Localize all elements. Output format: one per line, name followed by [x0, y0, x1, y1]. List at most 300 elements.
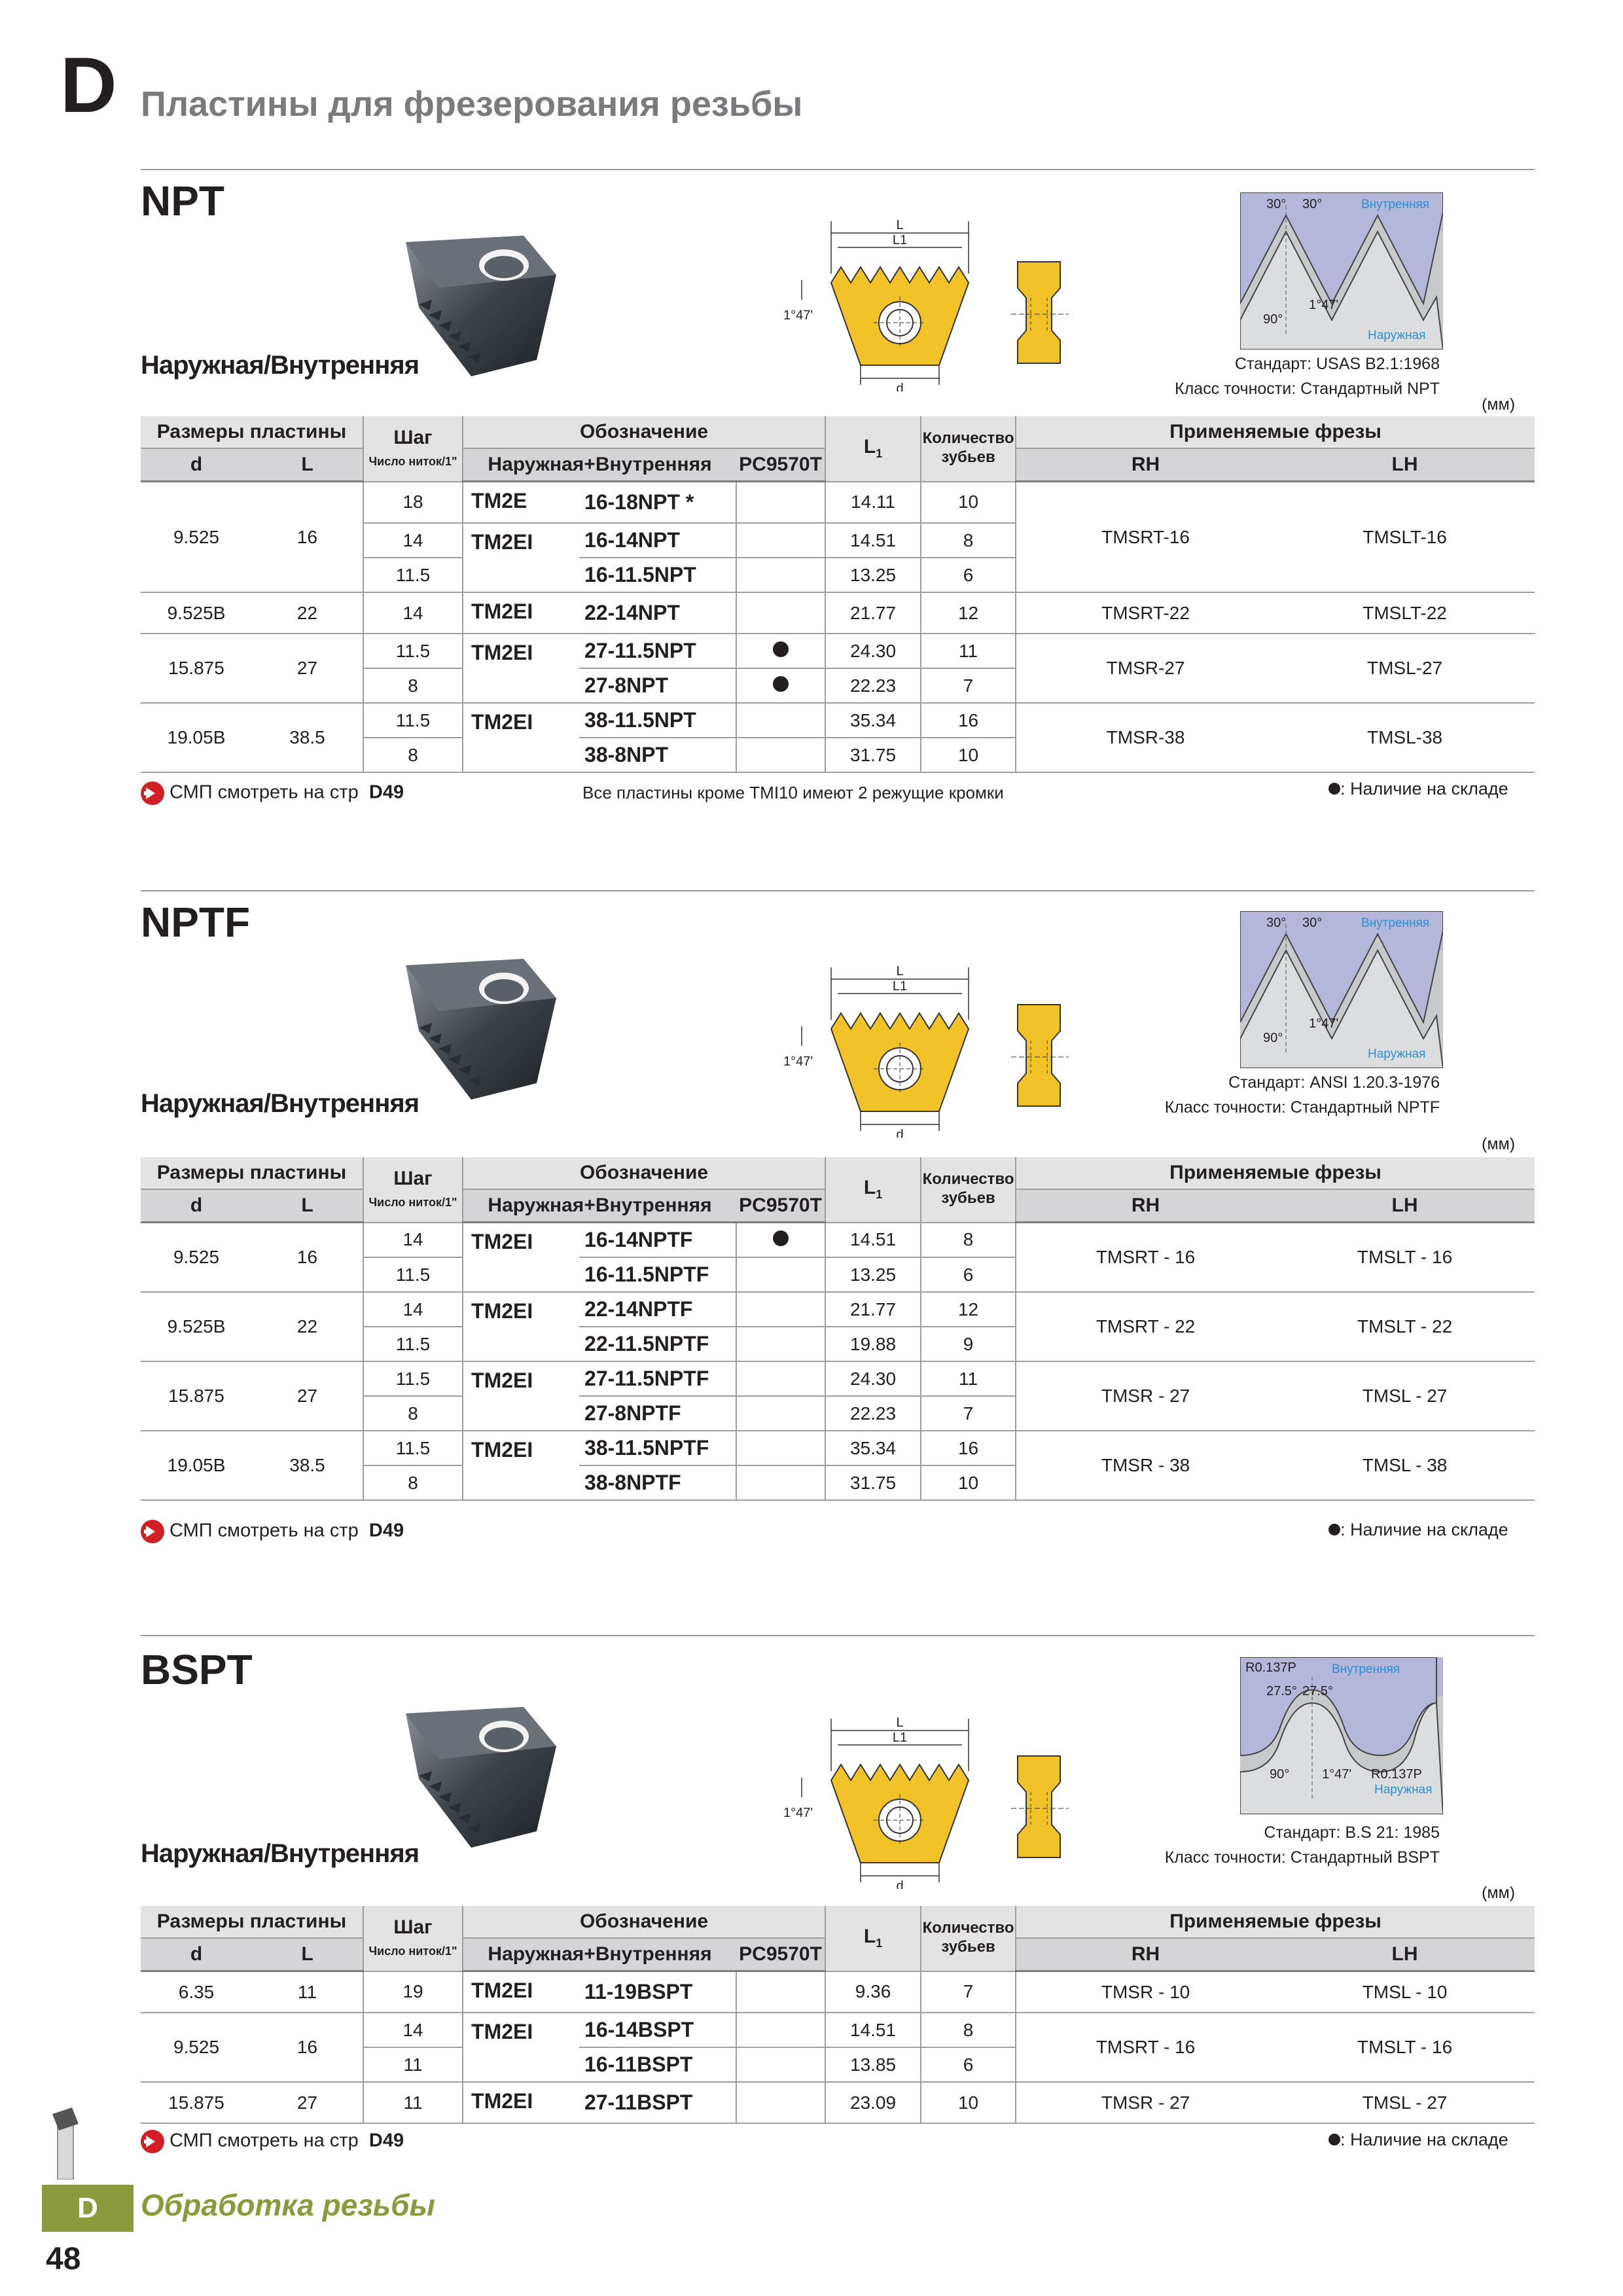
cell-stock	[736, 558, 825, 592]
divider	[141, 169, 1535, 170]
insert-icon	[393, 952, 563, 1103]
dim-angle-label: 1°47'	[783, 1806, 813, 1820]
dim-L1-label: L1	[892, 979, 908, 994]
npt-unit: (мм)	[1482, 395, 1516, 414]
cell-l1: 21.77	[825, 1292, 921, 1327]
table-row	[141, 482, 1535, 524]
bspt-type-label: Наружная/Внутренняя	[141, 1839, 419, 1868]
cell-l1: 22.23	[825, 1396, 921, 1431]
table-row	[141, 703, 1535, 738]
cell-stock	[736, 1396, 825, 1431]
profile-angle-taper: 1°47'	[1309, 1016, 1339, 1031]
col-l1: $L_1$	[825, 1157, 921, 1223]
cell-rh: TMSRT - 16	[1016, 1223, 1275, 1293]
cell-series: TM2EI	[463, 1292, 579, 1361]
nptf-title: NPTF	[141, 899, 251, 946]
table-row	[141, 2013, 1535, 2047]
cell-code[interactable]: 27-8NPT	[579, 668, 736, 703]
cell-L: 16	[252, 2013, 363, 2082]
dim-d-label: d	[896, 382, 904, 391]
col-rh: RH	[1016, 1938, 1275, 1971]
cell-l1: 14.51	[825, 2013, 921, 2047]
arrow-right-icon	[141, 1520, 164, 1543]
cell-code[interactable]: 16-11.5NPT	[579, 558, 736, 592]
bspt-unit: (мм)	[1482, 1884, 1516, 1902]
profile-internal-label: Внутренняя	[1332, 1662, 1400, 1676]
insert-side-svg	[1011, 1001, 1070, 1113]
table-row	[141, 1431, 1535, 1465]
cell-pitch: 8	[363, 1396, 463, 1431]
table-row	[141, 1292, 1535, 1327]
cell-rh: TMSRT-16	[1016, 482, 1275, 593]
cell-l1: 31.75	[825, 1465, 921, 1500]
cell-teeth: 12	[921, 1292, 1016, 1327]
dim-L-label: L	[896, 218, 904, 232]
cell-l1: 13.25	[825, 1257, 921, 1292]
col-grade: PC9570T	[736, 448, 825, 482]
cell-series: TM2EI	[463, 2013, 579, 2082]
cell-d: 9.525	[141, 1223, 252, 1293]
cell-rh: TMSRT - 22	[1016, 1292, 1275, 1361]
stock-dot-icon	[1329, 783, 1340, 795]
cell-teeth: 7	[921, 1396, 1016, 1431]
cell-L: 38.5	[252, 703, 363, 772]
cell-teeth: 10	[921, 1465, 1016, 1500]
cell-lh: TMSL - 27	[1275, 2082, 1535, 2123]
insert-side-svg	[1011, 259, 1070, 370]
cell-code[interactable]: 38-11.5NPTF	[579, 1431, 736, 1465]
cell-rh: TMSR-38	[1016, 703, 1275, 772]
cell-lh: TMSLT-22	[1275, 592, 1535, 634]
cell-pitch: 19	[363, 1971, 463, 2013]
stock-dot-icon	[1329, 1524, 1340, 1535]
cell-pitch: 11	[363, 2082, 463, 2123]
col-L: L	[252, 1189, 363, 1223]
cell-teeth: 10	[921, 482, 1016, 524]
profile-internal-label: Внутренняя	[1361, 198, 1430, 211]
profile-angle-1: 30°	[1266, 916, 1287, 930]
col-teeth: Количество зубьев	[921, 416, 1016, 482]
thread-profile-svg	[1240, 911, 1443, 1068]
stock-dot-icon	[1329, 2134, 1340, 2145]
profile-radius-top: R0.137P	[1245, 1660, 1296, 1675]
bspt-standard: Стандарт: B.S 21: 1985	[1264, 1823, 1440, 1842]
cell-l1: 14.51	[825, 1223, 921, 1258]
cell-stock	[736, 482, 825, 524]
cell-d: 9.525	[141, 2013, 252, 2082]
npt-table	[141, 416, 1535, 773]
cell-teeth: 6	[921, 558, 1016, 592]
col-pitch: Шаг Число ниток/1"	[363, 1157, 463, 1223]
cell-code[interactable]: 16-14NPT	[579, 523, 736, 558]
cell-teeth: 10	[921, 738, 1016, 772]
cell-code[interactable]: 38-11.5NPT	[579, 703, 736, 738]
cell-pitch: 11.5	[363, 1361, 463, 1396]
profile-angle-1: 30°	[1266, 197, 1287, 211]
cell-l1: 35.34	[825, 703, 921, 738]
cell-code[interactable]: 27-11BSPT	[579, 2082, 736, 2123]
cell-stock	[736, 634, 825, 668]
cell-pitch: 14	[363, 1292, 463, 1327]
nptf-unit: (мм)	[1482, 1135, 1516, 1153]
cell-pitch: 11.5	[363, 1431, 463, 1465]
nptf-standard: Стандарт: ANSI 1.20.3-1976	[1228, 1073, 1440, 1092]
cell-L: 27	[252, 634, 363, 703]
cell-teeth: 16	[921, 703, 1016, 738]
npt-stock-legend: : Наличие на складе	[1329, 779, 1508, 799]
col-lh: LH	[1275, 1938, 1535, 1971]
nptf-insert-drawing	[782, 954, 985, 1141]
col-designation: Обозначение	[463, 416, 825, 448]
col-size: Размеры пластины	[141, 416, 363, 448]
bspt-insert-drawing	[782, 1706, 985, 1892]
npt-type-label: Наружная/Внутренняя	[141, 351, 419, 380]
cell-code[interactable]: 38-8NPT	[579, 738, 736, 772]
thread-profile-svg	[1240, 1657, 1443, 1814]
cell-d: 9.525B	[141, 1292, 252, 1361]
table-row	[141, 1361, 1535, 1396]
cell-stock	[736, 1327, 825, 1361]
profile-angle-2: 30°	[1302, 197, 1323, 211]
nptf-side-view	[1011, 1001, 1070, 1116]
cell-lh: TMSL - 27	[1275, 1361, 1535, 1431]
cell-series: TM2EI	[463, 634, 579, 703]
cell-teeth: 16	[921, 1431, 1016, 1465]
col-size: Размеры пластины	[141, 1906, 363, 1938]
cell-pitch: 8	[363, 738, 463, 772]
cell-teeth: 11	[921, 1361, 1016, 1396]
cell-teeth: 8	[921, 2013, 1016, 2047]
bspt-side-view	[1011, 1753, 1070, 1867]
cell-stock	[736, 2047, 825, 2082]
insert-drawing-svg	[782, 1706, 985, 1889]
profile-angle-2: 27.5°	[1302, 1684, 1333, 1698]
npt-title: NPT	[141, 177, 224, 224]
cell-series: TM2EI	[463, 1971, 579, 2013]
bspt-table	[141, 1906, 1535, 2124]
cell-lh: TMSLT - 16	[1275, 1223, 1535, 1293]
cell-L: 16	[252, 1223, 363, 1293]
cell-code[interactable]: 22-11.5NPTF	[579, 1327, 736, 1361]
cell-stock	[736, 1465, 825, 1500]
cell-d: 9.525B	[141, 592, 252, 634]
cell-code[interactable]: 16-14BSPT	[579, 2013, 736, 2047]
cell-code[interactable]: 27-11.5NPTF	[579, 1361, 736, 1396]
cell-d: 9.525	[141, 482, 252, 593]
cell-series: TM2EI	[463, 703, 579, 772]
dim-L1-label: L1	[892, 233, 908, 247]
col-L: L	[252, 1938, 363, 1971]
arrow-right-icon	[141, 2130, 164, 2153]
dim-L-label: L	[896, 964, 904, 978]
insert-drawing-svg	[782, 954, 985, 1138]
cell-series: TM2EI	[463, 1361, 579, 1431]
npt-standard: Стандарт: USAS B2.1:1968	[1234, 355, 1440, 373]
cell-pitch: 11.5	[363, 634, 463, 668]
col-d: d	[141, 1938, 252, 1971]
cell-l1: 35.34	[825, 1431, 921, 1465]
cell-rh: TMSR-27	[1016, 634, 1275, 703]
col-pitch: Шаг Число ниток/1"	[363, 1906, 463, 1971]
cell-L: 16	[252, 482, 363, 593]
thread-profile-svg	[1240, 192, 1443, 350]
profile-external-label: Наружная	[1368, 329, 1426, 342]
dim-angle-label: 1°47'	[783, 308, 813, 323]
cell-d: 15.875	[141, 2082, 252, 2123]
table-row	[141, 592, 1535, 634]
cell-l1: 19.88	[825, 1327, 921, 1361]
profile-external-label: Наружная	[1368, 1047, 1426, 1061]
profile-angle-90: 90°	[1263, 1031, 1283, 1045]
cell-lh: TMSLT - 16	[1275, 2013, 1535, 2082]
nptf-accuracy: Класс точности: Стандартный NPTF	[1164, 1098, 1440, 1117]
cell-l1: 14.11	[825, 482, 921, 524]
cell-d: 15.875	[141, 1361, 252, 1431]
col-ext-int: Наружная+Внутренняя	[463, 1938, 736, 1971]
page-title: Пластины для фрезерования резьбы	[141, 84, 803, 124]
col-rh: RH	[1016, 1189, 1275, 1223]
dim-L-label: L	[896, 1715, 904, 1730]
bspt-stock-legend: : Наличие на складе	[1329, 2130, 1508, 2150]
bspt-accuracy: Класс точности: Стандартный BSPT	[1164, 1848, 1440, 1867]
stock-dot-icon	[773, 641, 789, 657]
col-size: Размеры пластины	[141, 1157, 363, 1189]
cell-lh: TMSL - 38	[1275, 1431, 1535, 1500]
profile-angle-taper: 1°47'	[1309, 298, 1339, 312]
col-lh: LH	[1275, 448, 1535, 482]
cell-stock	[736, 1431, 825, 1465]
stock-dot-icon	[773, 1230, 789, 1246]
cell-lh: TMSL-38	[1275, 703, 1535, 772]
table-row	[141, 634, 1535, 668]
profile-angle-taper: 1°47'	[1322, 1767, 1352, 1782]
col-pitch: Шаг Число ниток/1"	[363, 416, 463, 482]
cell-stock	[736, 2013, 825, 2047]
stock-dot-icon	[773, 676, 789, 692]
cell-teeth: 8	[921, 523, 1016, 558]
cell-teeth: 11	[921, 634, 1016, 668]
table-row	[141, 2082, 1535, 2123]
col-lh: LH	[1275, 1189, 1535, 1223]
cell-l1: 13.25	[825, 558, 921, 592]
cell-code[interactable]: 16-18NPT *	[579, 482, 736, 524]
cell-L: 22	[252, 1292, 363, 1361]
tool-holder-icon	[46, 2108, 85, 2183]
profile-angle-90: 90°	[1263, 312, 1283, 327]
cell-d: 6.35	[141, 1971, 252, 2013]
cell-stock	[736, 668, 825, 703]
tool-holder-svg	[46, 2108, 85, 2179]
cell-l1: 31.75	[825, 738, 921, 772]
cell-stock	[736, 738, 825, 772]
npt-edges-note: Все пластины кроме TMI10 имеют 2 режущие кромки	[582, 783, 1004, 802]
cell-teeth: 7	[921, 1971, 1016, 2013]
cell-code[interactable]: 16-11BSPT	[579, 2047, 736, 2082]
cell-l1: 14.51	[825, 523, 921, 558]
cell-rh: TMSRT-22	[1016, 592, 1275, 634]
dim-d-label: d	[896, 1879, 904, 1889]
cell-code[interactable]: 11-19BSPT	[579, 1971, 736, 2013]
cell-pitch: 14	[363, 2013, 463, 2047]
cell-rh: TMSR - 38	[1016, 1431, 1275, 1500]
arrow-right-icon	[141, 781, 164, 805]
divider	[141, 1635, 1535, 1636]
col-rh: RH	[1016, 448, 1275, 482]
cell-teeth: 6	[921, 2047, 1016, 2082]
cell-stock	[736, 703, 825, 738]
col-cutters: Применяемые фрезы	[1016, 1157, 1535, 1189]
profile-angle-90: 90°	[1270, 1767, 1290, 1782]
nptf-see-page[interactable]: СМП смотреть на стр D49	[141, 1520, 404, 1543]
insert-side-svg	[1011, 1753, 1070, 1864]
cell-l1: 22.23	[825, 668, 921, 703]
col-cutters: Применяемые фрезы	[1016, 416, 1535, 448]
cell-pitch: 18	[363, 482, 463, 524]
col-ext-int: Наружная+Внутренняя	[463, 448, 736, 482]
cell-pitch: 8	[363, 668, 463, 703]
col-ext-int: Наружная+Внутренняя	[463, 1189, 736, 1223]
cell-rh: TMSR - 27	[1016, 1361, 1275, 1431]
cell-lh: TMSLT - 22	[1275, 1292, 1535, 1361]
profile-angle-1: 27.5°	[1266, 1684, 1297, 1698]
npt-insert-drawing	[782, 208, 985, 395]
cell-series: TM2EI	[463, 592, 579, 634]
profile-radius-bottom: R0.137P	[1371, 1767, 1422, 1782]
cell-rh: TMSRT - 16	[1016, 2013, 1275, 2082]
bspt-see-page[interactable]: СМП смотреть на стр D49	[141, 2130, 404, 2153]
bspt-thread-profile	[1240, 1657, 1443, 1818]
col-L: L	[252, 448, 363, 482]
cell-L: 38.5	[252, 1431, 363, 1500]
page-number: 48	[46, 2242, 81, 2276]
npt-side-view	[1011, 259, 1070, 373]
cell-teeth: 6	[921, 1257, 1016, 1292]
cell-code[interactable]: 16-14NPTF	[579, 1223, 736, 1258]
table-row	[141, 1971, 1535, 2013]
cell-l1: 24.30	[825, 634, 921, 668]
cell-d: 15.875	[141, 634, 252, 703]
col-l1: $L_1$	[825, 1906, 921, 1971]
cell-teeth: 8	[921, 1223, 1016, 1258]
cell-rh: TMSR - 27	[1016, 2082, 1275, 2123]
cell-stock	[736, 1257, 825, 1292]
col-designation: Обозначение	[463, 1906, 825, 1938]
insert-icon	[393, 1700, 563, 1851]
section-letter: D	[60, 41, 117, 129]
footer-chapter: Обработка резьбы	[141, 2188, 435, 2222]
cell-L: 27	[252, 1361, 363, 1431]
cell-stock	[736, 592, 825, 634]
cell-code[interactable]: 22-14NPT	[579, 592, 736, 634]
cell-pitch: 14	[363, 1223, 463, 1258]
bspt-insert-photo	[393, 1700, 563, 1854]
col-grade: PC9570T	[736, 1938, 825, 1971]
cell-teeth: 7	[921, 668, 1016, 703]
cell-pitch: 11.5	[363, 703, 463, 738]
cell-stock	[736, 523, 825, 558]
cell-series: TM2EI	[463, 1223, 579, 1293]
npt-thread-profile	[1240, 192, 1443, 353]
nptf-stock-legend: : Наличие на складе	[1329, 1520, 1508, 1540]
cell-code[interactable]: 22-14NPTF	[579, 1292, 736, 1327]
cell-d: 19.05B	[141, 1431, 252, 1500]
profile-angle-2: 30°	[1302, 916, 1323, 930]
profile-external-label: Наружная	[1374, 1783, 1433, 1797]
npt-accuracy: Класс точности: Стандартный NPT	[1175, 380, 1440, 398]
cell-l1: 24.30	[825, 1361, 921, 1396]
cell-series: TM2EI	[463, 2082, 579, 2123]
npt-see-page[interactable]: СМП смотреть на стр D49	[141, 781, 404, 805]
col-teeth: Количество зубьев	[921, 1906, 1016, 1971]
cell-code[interactable]: 27-8NPTF	[579, 1396, 736, 1431]
cell-stock	[736, 2082, 825, 2123]
cell-pitch: 14	[363, 592, 463, 634]
cell-series: TM2EI	[463, 523, 579, 592]
cell-l1: 23.09	[825, 2082, 921, 2123]
cell-pitch: 11.5	[363, 1257, 463, 1292]
col-designation: Обозначение	[463, 1157, 825, 1189]
col-grade: PC9570T	[736, 1189, 825, 1223]
col-d: d	[141, 1189, 252, 1223]
cell-stock	[736, 1292, 825, 1327]
cell-stock	[736, 1971, 825, 2013]
nptf-insert-photo	[393, 952, 563, 1106]
cell-teeth: 9	[921, 1327, 1016, 1361]
cell-lh: TMSLT-16	[1275, 482, 1535, 593]
divider	[141, 890, 1535, 891]
cell-series: TM2E	[463, 482, 579, 524]
cell-l1: 21.77	[825, 592, 921, 634]
footer-section-band: D	[42, 2185, 134, 2232]
profile-internal-label: Внутренняя	[1361, 916, 1430, 930]
cell-d: 19.05B	[141, 703, 252, 772]
nptf-type-label: Наружная/Внутренняя	[141, 1089, 419, 1118]
dim-d-label: d	[896, 1128, 904, 1138]
nptf-table	[141, 1157, 1535, 1501]
cell-teeth: 10	[921, 2082, 1016, 2123]
cell-l1: 13.85	[825, 2047, 921, 2082]
dim-L1-label: L1	[892, 1731, 908, 1745]
cell-l1: 9.36	[825, 1971, 921, 2013]
cell-code[interactable]: 27-11.5NPT	[579, 634, 736, 668]
dim-angle-label: 1°47'	[783, 1054, 813, 1069]
insert-drawing-svg	[782, 208, 985, 391]
cell-code[interactable]: 38-8NPTF	[579, 1465, 736, 1500]
cell-L: 22	[252, 592, 363, 634]
col-cutters: Применяемые фрезы	[1016, 1906, 1535, 1938]
col-teeth: Количество зубьев	[921, 1157, 1016, 1223]
cell-code[interactable]: 16-11.5NPTF	[579, 1257, 736, 1292]
cell-series: TM2EI	[463, 1431, 579, 1500]
cell-teeth: 12	[921, 592, 1016, 634]
cell-pitch: 11.5	[363, 558, 463, 592]
bspt-title: BSPT	[141, 1646, 253, 1693]
col-d: d	[141, 448, 252, 482]
cell-rh: TMSR - 10	[1016, 1971, 1275, 2013]
cell-pitch: 11	[363, 2047, 463, 2082]
cell-lh: TMSL-27	[1275, 634, 1535, 703]
cell-stock	[736, 1361, 825, 1396]
cell-stock	[736, 1223, 825, 1258]
cell-pitch: 11.5	[363, 1327, 463, 1361]
cell-L: 11	[252, 1971, 363, 2013]
cell-pitch: 14	[363, 523, 463, 558]
nptf-thread-profile	[1240, 911, 1443, 1071]
cell-pitch: 8	[363, 1465, 463, 1500]
cell-L: 27	[252, 2082, 363, 2123]
table-row	[141, 1223, 1535, 1258]
cell-lh: TMSL - 10	[1275, 1971, 1535, 2013]
